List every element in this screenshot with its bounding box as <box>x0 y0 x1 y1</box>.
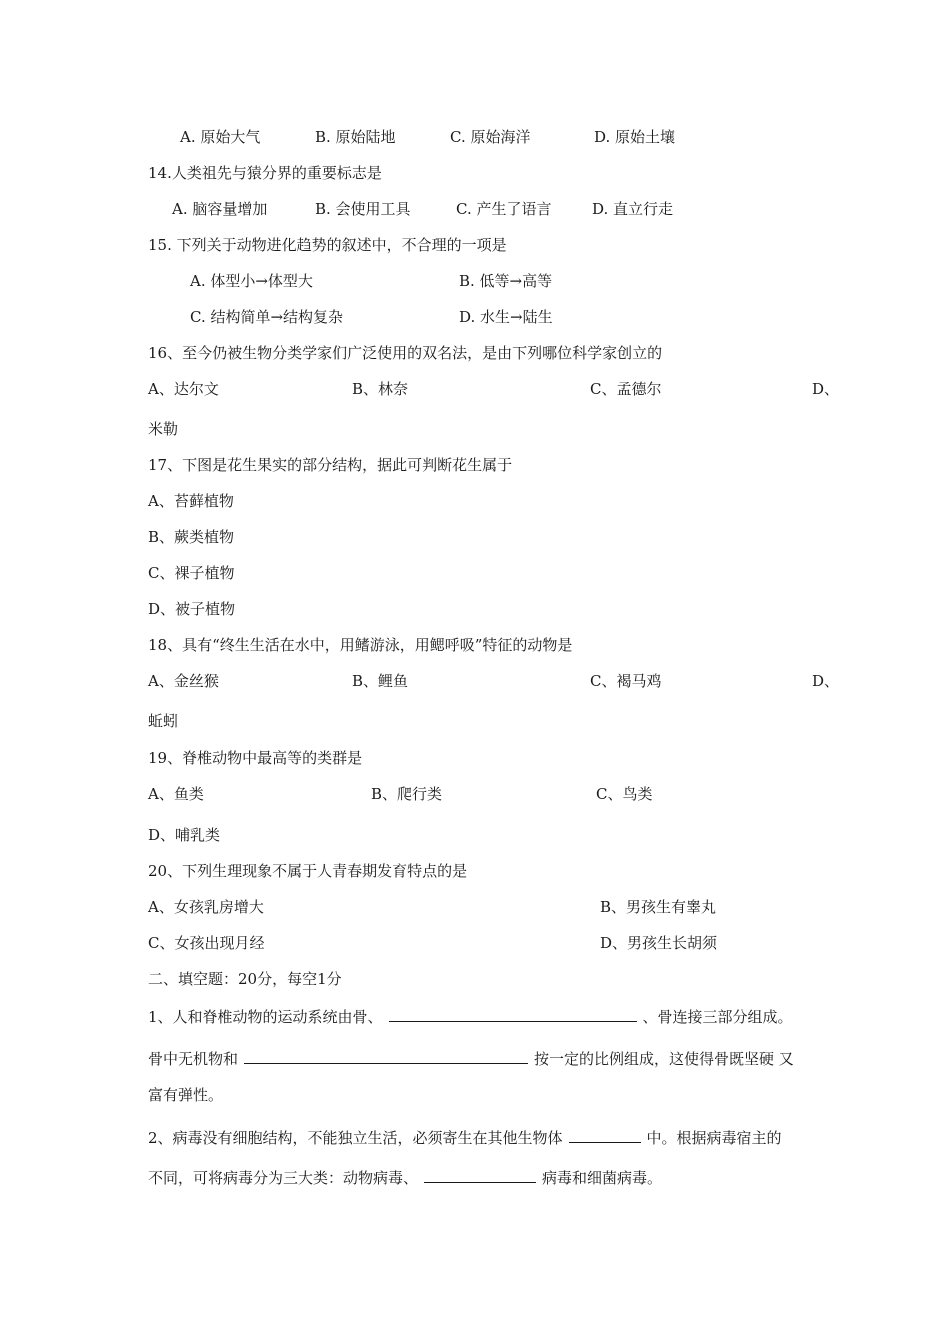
q15-stem: 15. 下列关于动物进化趋势的叙述中，不合理的一项是 <box>148 236 507 254</box>
q20-option-c: C、女孩出现月经 <box>148 934 265 952</box>
fill2-line1 <box>148 1126 782 1148</box>
q19-option-d: D、哺乳类 <box>148 826 221 844</box>
q13-option-c: C. 原始海洋 <box>450 128 531 146</box>
q13-option-b: B. 原始陆地 <box>315 128 396 146</box>
q20-option-b: B、男孩生有睾丸 <box>600 898 717 916</box>
fill1-blank-2[interactable] <box>244 1047 528 1064</box>
q18-option-a: A、金丝猴 <box>148 672 219 690</box>
fill1-blank-1[interactable] <box>389 1005 637 1022</box>
fill2-blank-2[interactable] <box>424 1166 536 1183</box>
fill2-line2 <box>148 1166 662 1188</box>
fill1-text-c: 骨中无机物和 <box>148 1050 239 1068</box>
q18-option-c: C、褐马鸡 <box>590 672 662 690</box>
fill1-line3: 富有弹性。 <box>148 1086 224 1104</box>
q14-option-d: D. 直立行走 <box>592 200 674 218</box>
q20-option-d: D、男孩生长胡须 <box>600 934 718 952</box>
q14-stem: 14.人类祖先与猿分界的重要标志是 <box>148 164 382 182</box>
q16-option-a: A、达尔文 <box>148 380 219 398</box>
q19-option-a: A、鱼类 <box>148 785 204 803</box>
fill1-text-a: 1、人和脊椎动物的运动系统由骨、 <box>148 1008 383 1026</box>
q14-option-b: B. 会使用工具 <box>315 200 411 218</box>
q16-option-d-text: 米勒 <box>148 420 179 438</box>
q16-option-b: B、林奈 <box>352 380 409 398</box>
fill2-text-b: 中。根据病毒宿主的 <box>646 1129 782 1147</box>
q17-option-d: D、被子植物 <box>148 600 236 618</box>
fill1-text-d: 按一定的比例组成，这使得骨既坚硬 又 <box>534 1050 794 1068</box>
fill1-text-b: 、骨连接三部分组成。 <box>642 1008 793 1026</box>
q18-option-d-text: 蚯蚓 <box>148 712 179 730</box>
q15-option-c: C. 结构简单→结构复杂 <box>190 308 344 326</box>
q16-option-c: C、孟德尔 <box>590 380 662 398</box>
section-heading: 二、填空题：20分，每空1分 <box>148 970 342 988</box>
q18-stem: 18、具有“终生生活在水中，用鳍游泳，用鳃呼吸”特征的动物是 <box>148 636 573 654</box>
q18-option-d-label: D、 <box>812 672 840 690</box>
fill2-blank-1[interactable] <box>569 1126 641 1143</box>
q17-option-c: C、裸子植物 <box>148 564 235 582</box>
q20-stem: 20、下列生理现象不属于人青春期发育特点的是 <box>148 862 468 880</box>
q17-stem: 17、下图是花生果实的部分结构，据此可判断花生属于 <box>148 456 513 474</box>
fill2-text-c: 不同，可将病毒分为三大类：动物病毒、 <box>148 1169 419 1187</box>
fill1-line2 <box>148 1047 794 1069</box>
q17-option-a: A、苔藓植物 <box>148 492 234 510</box>
q14-option-a: A. 脑容量增加 <box>172 200 268 218</box>
q16-option-d-label: D、 <box>812 380 840 398</box>
q15-option-a: A. 体型小→体型大 <box>190 272 313 290</box>
fill2-text-d: 病毒和细菌病毒。 <box>542 1169 663 1187</box>
q19-option-b: B、爬行类 <box>371 785 443 803</box>
fill2-text-a: 2、病毒没有细胞结构，不能独立生活，必须寄生在其他生物体 <box>148 1129 563 1147</box>
q14-option-c: C. 产生了语言 <box>456 200 552 218</box>
fill1-line1 <box>148 1005 793 1027</box>
q15-option-d: D. 水生→陆生 <box>459 308 553 326</box>
q13-option-d: D. 原始土壤 <box>594 128 676 146</box>
q19-stem: 19、脊椎动物中最高等的类群是 <box>148 749 363 767</box>
q19-option-c: C、鸟类 <box>596 785 653 803</box>
q20-option-a: A、女孩乳房增大 <box>148 898 264 916</box>
q15-option-b: B. 低等→高等 <box>459 272 553 290</box>
q18-option-b: B、鲤鱼 <box>352 672 409 690</box>
q16-stem: 16、至今仍被生物分类学家们广泛使用的双名法，是由下列哪位科学家创立的 <box>148 344 663 362</box>
q17-option-b: B、蕨类植物 <box>148 528 235 546</box>
q13-option-a: A. 原始大气 <box>180 128 261 146</box>
